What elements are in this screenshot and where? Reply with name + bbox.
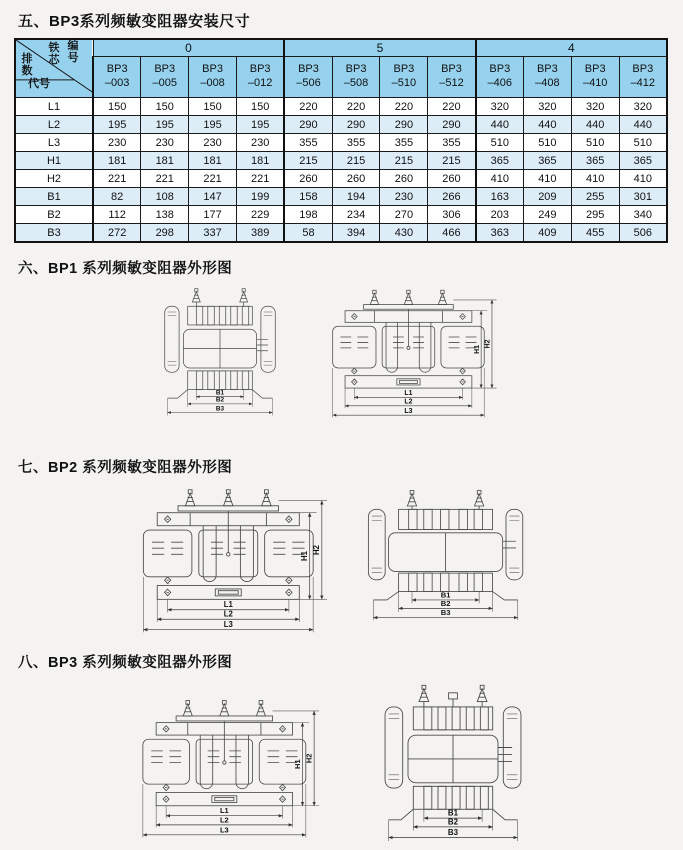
table-cell: 58 xyxy=(284,224,332,243)
table-cell: 455 xyxy=(571,224,619,243)
bp3-drawings xyxy=(126,682,669,843)
table-cell: 272 xyxy=(93,224,141,243)
table-cell: 150 xyxy=(141,98,189,116)
corner-label-iron-core: 铁芯 xyxy=(48,42,60,66)
row-code-cell: B3 xyxy=(15,224,93,243)
row-code-cell: B1 xyxy=(15,188,93,206)
table-cell: 295 xyxy=(571,206,619,224)
table-cell: 82 xyxy=(93,188,141,206)
table-cell: 510 xyxy=(619,134,667,152)
row-code-cell: L3 xyxy=(15,134,93,152)
table-cell: 365 xyxy=(571,152,619,170)
bp1-side-view xyxy=(159,286,281,417)
table-cell: 365 xyxy=(523,152,571,170)
table-cell: 266 xyxy=(428,188,476,206)
table-cell: 510 xyxy=(476,134,524,152)
table-cell: 229 xyxy=(236,206,284,224)
table-cell: 320 xyxy=(523,98,571,116)
table-cell: 220 xyxy=(332,98,380,116)
table-row-H1 xyxy=(15,152,667,170)
group-header-0: 0 xyxy=(93,39,284,57)
table-cell: 181 xyxy=(236,152,284,170)
section6-heading: 六、BP1 系列频敏变阻器外形图 xyxy=(18,261,233,277)
table-cell: 410 xyxy=(476,170,524,188)
table-cell: 230 xyxy=(189,134,237,152)
table-cell: 466 xyxy=(428,224,476,243)
bp3-side-view xyxy=(378,682,528,843)
table-row-L3 xyxy=(15,134,667,152)
bp3-front-view xyxy=(126,696,326,839)
table-cell: 112 xyxy=(93,206,141,224)
table-cell: 410 xyxy=(619,170,667,188)
bp2-side-view xyxy=(360,489,532,622)
table-cell: 221 xyxy=(141,170,189,188)
table-cell: 163 xyxy=(476,188,524,206)
table-cell: 221 xyxy=(93,170,141,188)
table-cell: 290 xyxy=(332,116,380,134)
table-cell: 365 xyxy=(619,152,667,170)
table-cell: 301 xyxy=(619,188,667,206)
table-cell: 230 xyxy=(141,134,189,152)
bp1-front-view xyxy=(317,286,503,419)
table-cell: 220 xyxy=(380,98,428,116)
table-cell: 195 xyxy=(236,116,284,134)
table-body xyxy=(15,98,667,243)
table-cell: 337 xyxy=(189,224,237,243)
table-cell: 260 xyxy=(284,170,332,188)
table-cell: 440 xyxy=(476,116,524,134)
table-cell: 389 xyxy=(236,224,284,243)
table-cell: 215 xyxy=(284,152,332,170)
table-corner-cell xyxy=(15,39,93,98)
corner-label-rows: 排数 xyxy=(21,53,33,77)
section8-heading: 八、BP3 系列频敏变阻器外形图 xyxy=(18,655,233,671)
table-cell: 221 xyxy=(189,170,237,188)
group-header-row xyxy=(15,39,667,57)
table-cell: 320 xyxy=(476,98,524,116)
table-cell: 290 xyxy=(428,116,476,134)
table-cell: 108 xyxy=(141,188,189,206)
group-header-4: 4 xyxy=(476,39,667,57)
table-cell: 320 xyxy=(571,98,619,116)
row-code-cell: L1 xyxy=(15,98,93,116)
table-row-B1 xyxy=(15,188,667,206)
table-cell: 440 xyxy=(571,116,619,134)
table-cell: 181 xyxy=(93,152,141,170)
table-cell: 147 xyxy=(189,188,237,206)
row-code-cell: H2 xyxy=(15,170,93,188)
table-cell: 355 xyxy=(332,134,380,152)
model-header-BP3–408: BP3 –408 xyxy=(523,57,571,98)
table-cell: 270 xyxy=(380,206,428,224)
model-header-BP3–406: BP3 –406 xyxy=(476,57,524,98)
table-cell: 409 xyxy=(523,224,571,243)
model-header-BP3–410: BP3 –410 xyxy=(571,57,619,98)
model-header-BP3–012: BP3 –012 xyxy=(236,57,284,98)
table-cell: 234 xyxy=(332,206,380,224)
table-cell: 138 xyxy=(141,206,189,224)
table-cell: 181 xyxy=(141,152,189,170)
table-cell: 440 xyxy=(619,116,667,134)
corner-label-number: 编号 xyxy=(67,40,79,64)
table-cell: 199 xyxy=(236,188,284,206)
table-cell: 230 xyxy=(380,188,428,206)
table-cell: 260 xyxy=(428,170,476,188)
table-cell: 298 xyxy=(141,224,189,243)
table-cell: 198 xyxy=(284,206,332,224)
table-row-H2 xyxy=(15,170,667,188)
table-cell: 410 xyxy=(571,170,619,188)
table-cell: 255 xyxy=(571,188,619,206)
bp2-drawings xyxy=(126,485,669,637)
table-cell: 150 xyxy=(93,98,141,116)
table-cell: 440 xyxy=(523,116,571,134)
table-cell: 220 xyxy=(284,98,332,116)
table-cell: 221 xyxy=(236,170,284,188)
table-row-L1 xyxy=(15,98,667,116)
row-code-cell: H1 xyxy=(15,152,93,170)
table-cell: 340 xyxy=(619,206,667,224)
table-cell: 230 xyxy=(236,134,284,152)
section7-heading: 七、BP2 系列频敏变阻器外形图 xyxy=(18,460,233,476)
table-cell: 230 xyxy=(93,134,141,152)
bp1-drawings xyxy=(159,286,669,436)
model-header-BP3–412: BP3 –412 xyxy=(619,57,667,98)
table-cell: 290 xyxy=(284,116,332,134)
model-header-BP3–508: BP3 –508 xyxy=(332,57,380,98)
table-cell: 306 xyxy=(428,206,476,224)
corner-label-code: 代号 xyxy=(28,78,50,90)
model-header-BP3–512: BP3 –512 xyxy=(428,57,476,98)
table-cell: 195 xyxy=(141,116,189,134)
table-cell: 365 xyxy=(476,152,524,170)
table-cell: 410 xyxy=(523,170,571,188)
group-header-5: 5 xyxy=(284,39,475,57)
model-header-BP3–506: BP3 –506 xyxy=(284,57,332,98)
table-cell: 195 xyxy=(189,116,237,134)
table-cell: 510 xyxy=(571,134,619,152)
table-cell: 195 xyxy=(93,116,141,134)
table-cell: 150 xyxy=(236,98,284,116)
table-cell: 215 xyxy=(380,152,428,170)
table-cell: 209 xyxy=(523,188,571,206)
table-cell: 181 xyxy=(189,152,237,170)
model-header-BP3–003: BP3 –003 xyxy=(93,57,141,98)
section5-heading: 五、BP3系列频敏变阻器安装尺寸 xyxy=(18,13,251,30)
model-header-row xyxy=(15,57,667,98)
table-row-B3 xyxy=(15,224,667,243)
table-cell: 394 xyxy=(332,224,380,243)
table-cell: 177 xyxy=(189,206,237,224)
table-cell: 363 xyxy=(476,224,524,243)
table-cell: 355 xyxy=(428,134,476,152)
installation-dimensions-table xyxy=(14,38,668,243)
table-row-L2 xyxy=(15,116,667,134)
table-cell: 260 xyxy=(380,170,428,188)
table-cell: 203 xyxy=(476,206,524,224)
model-header-BP3–008: BP3 –008 xyxy=(189,57,237,98)
table-cell: 260 xyxy=(332,170,380,188)
model-header-BP3–005: BP3 –005 xyxy=(141,57,189,98)
table-cell: 215 xyxy=(332,152,380,170)
bp2-front-view xyxy=(126,485,334,634)
table-cell: 194 xyxy=(332,188,380,206)
table-cell: 320 xyxy=(619,98,667,116)
table-row-B2 xyxy=(15,206,667,224)
table-header xyxy=(15,39,667,98)
table-cell: 355 xyxy=(284,134,332,152)
table-cell: 215 xyxy=(428,152,476,170)
row-code-cell: L2 xyxy=(15,116,93,134)
table-cell: 290 xyxy=(380,116,428,134)
table-cell: 506 xyxy=(619,224,667,243)
table-cell: 150 xyxy=(189,98,237,116)
table-cell: 510 xyxy=(523,134,571,152)
table-cell: 249 xyxy=(523,206,571,224)
table-cell: 430 xyxy=(380,224,428,243)
row-code-cell: B2 xyxy=(15,206,93,224)
table-cell: 355 xyxy=(380,134,428,152)
model-header-BP3–510: BP3 –510 xyxy=(380,57,428,98)
table-cell: 158 xyxy=(284,188,332,206)
table-cell: 220 xyxy=(428,98,476,116)
